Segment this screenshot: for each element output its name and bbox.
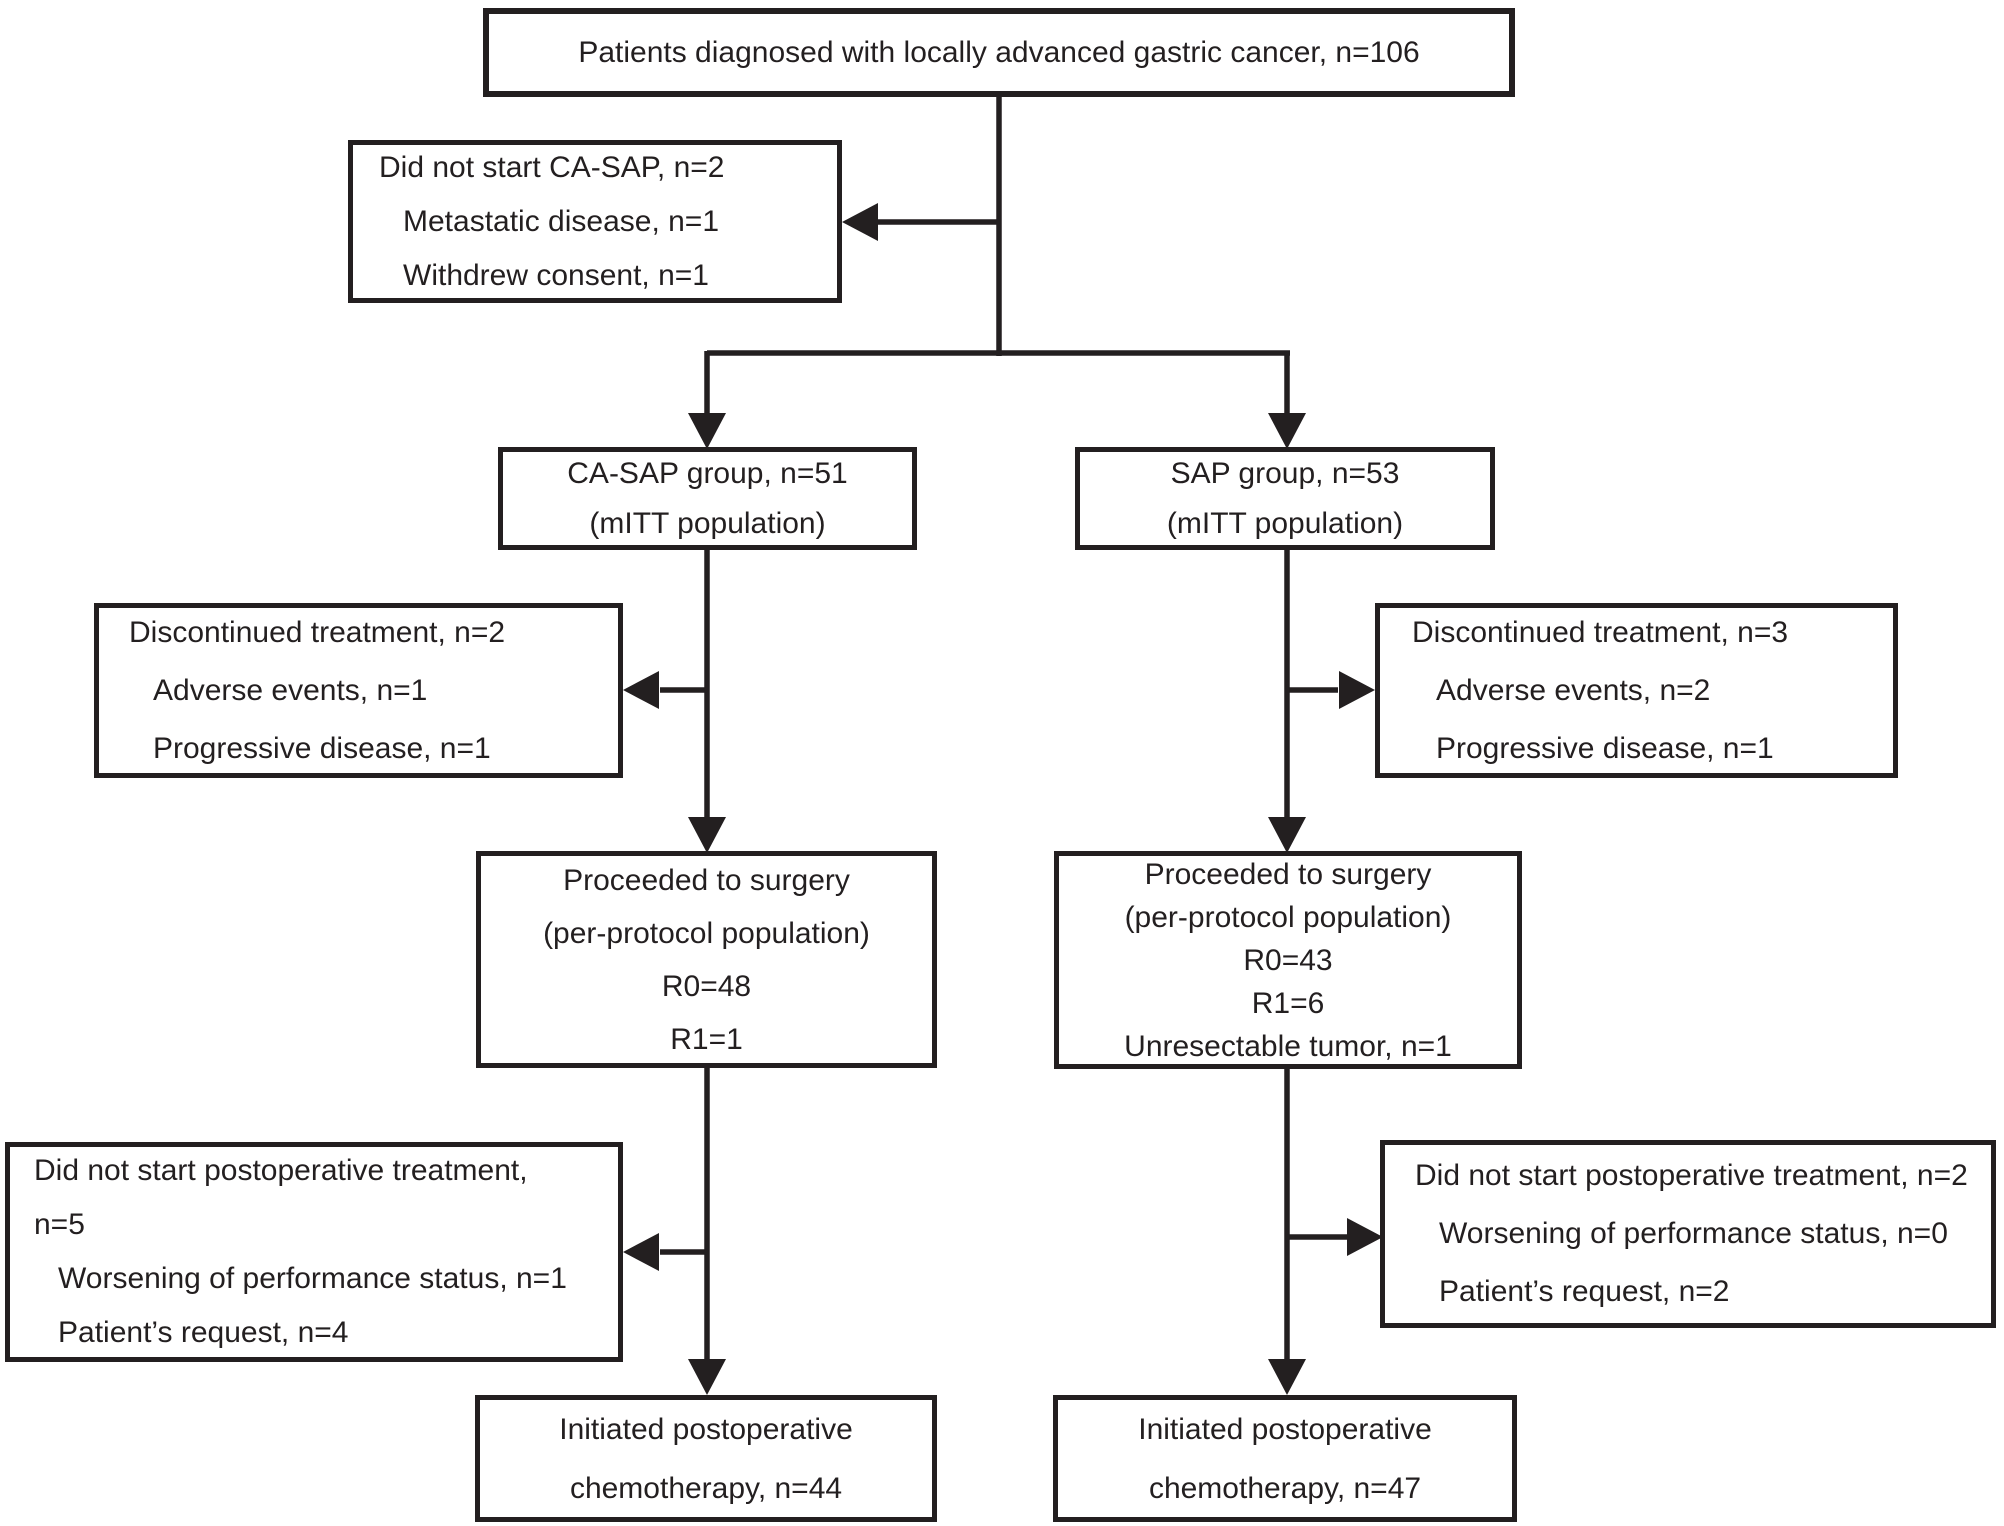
box-line: R0=48 — [661, 969, 752, 1003]
box-line: Withdrew consent, n=1 — [403, 258, 709, 292]
arrowhead-right — [1347, 1218, 1383, 1256]
box-line: Metastatic disease, n=1 — [403, 204, 720, 238]
connector-sap-to-surgery — [1268, 550, 1375, 853]
box-line: chemotherapy, n=44 — [569, 1471, 843, 1505]
box-line: (per-protocol population) — [543, 916, 870, 950]
connector-exclusion-casap-not-started — [842, 203, 999, 241]
box-line: Adverse events, n=1 — [153, 673, 428, 707]
no-postop-box-sap — [1380, 1140, 1996, 1328]
arrowhead-left — [842, 203, 878, 241]
box-line: SAP group, n=53 — [1170, 456, 1400, 490]
box-line: Proceeded to surgery — [563, 863, 850, 897]
box-line: Initiated postoperative — [1138, 1412, 1432, 1446]
box-line: Worsening of performance status, n=0 — [1439, 1217, 1948, 1250]
box-line: Patients diagnosed with locally advanced gastric cancer, n=106 — [578, 35, 1420, 69]
box-line: R1=6 — [1251, 986, 1325, 1020]
box-line: Progressive disease, n=1 — [153, 731, 491, 765]
connector-randomization-split — [688, 351, 1306, 449]
box-line: (per-protocol population) — [1124, 900, 1452, 934]
box-line: Did not start postoperative treatment, n=2 — [1415, 1159, 1968, 1192]
arrowhead-down — [688, 1359, 726, 1395]
box-line: chemotherapy, n=47 — [1148, 1471, 1422, 1505]
box-line: Did not start postoperative treatment, — [34, 1154, 528, 1187]
enrollment-box — [483, 8, 1515, 97]
box-line: Progressive disease, n=1 — [1436, 731, 1774, 765]
arrowhead-down — [1268, 817, 1306, 853]
arrowhead-down — [1268, 413, 1306, 449]
no-postop-box-casap — [5, 1142, 623, 1362]
group-box-sap — [1075, 447, 1495, 550]
connector-sap-to-chemo — [1268, 1069, 1383, 1395]
arrowhead-right — [1339, 671, 1375, 709]
discontinued-box-casap — [94, 603, 623, 778]
arrowhead-down — [688, 817, 726, 853]
box-line: (mITT population) — [589, 506, 826, 540]
box-line: n=5 — [34, 1208, 85, 1241]
box-line: Discontinued treatment, n=2 — [129, 615, 506, 649]
discontinued-box-sap — [1375, 603, 1898, 778]
exclusion-box-did-not-start-casap — [348, 140, 842, 303]
box-line: Patient’s request, n=4 — [58, 1316, 349, 1349]
box-line: R1=1 — [670, 1022, 743, 1056]
box-line: Initiated postoperative — [559, 1412, 853, 1446]
arrowhead-down — [688, 413, 726, 449]
arrowhead-left — [623, 1233, 659, 1271]
box-line: Adverse events, n=2 — [1436, 673, 1711, 707]
box-line: Proceeded to surgery — [1144, 857, 1432, 891]
connector-casap-to-surgery — [623, 550, 726, 853]
arrowhead-down — [1268, 1359, 1306, 1395]
box-line: Discontinued treatment, n=3 — [1412, 615, 1789, 649]
box-line: Did not start CA-SAP, n=2 — [379, 150, 725, 184]
surgery-box-casap — [476, 851, 937, 1068]
surgery-box-sap — [1054, 851, 1522, 1069]
box-line: Patient’s request, n=2 — [1439, 1275, 1730, 1308]
arrowhead-left — [623, 671, 659, 709]
box-line: CA-SAP group, n=51 — [567, 456, 848, 490]
box-line: (mITT population) — [1166, 506, 1404, 540]
chemo-box-sap — [1053, 1395, 1517, 1522]
group-box-casap — [498, 447, 917, 550]
chemo-box-casap — [475, 1395, 937, 1522]
box-line: R0=43 — [1243, 943, 1333, 977]
connector-casap-to-chemo — [623, 1068, 726, 1395]
box-line: Worsening of performance status, n=1 — [58, 1262, 567, 1295]
box-line: Unresectable tumor, n=1 — [1124, 1029, 1452, 1063]
